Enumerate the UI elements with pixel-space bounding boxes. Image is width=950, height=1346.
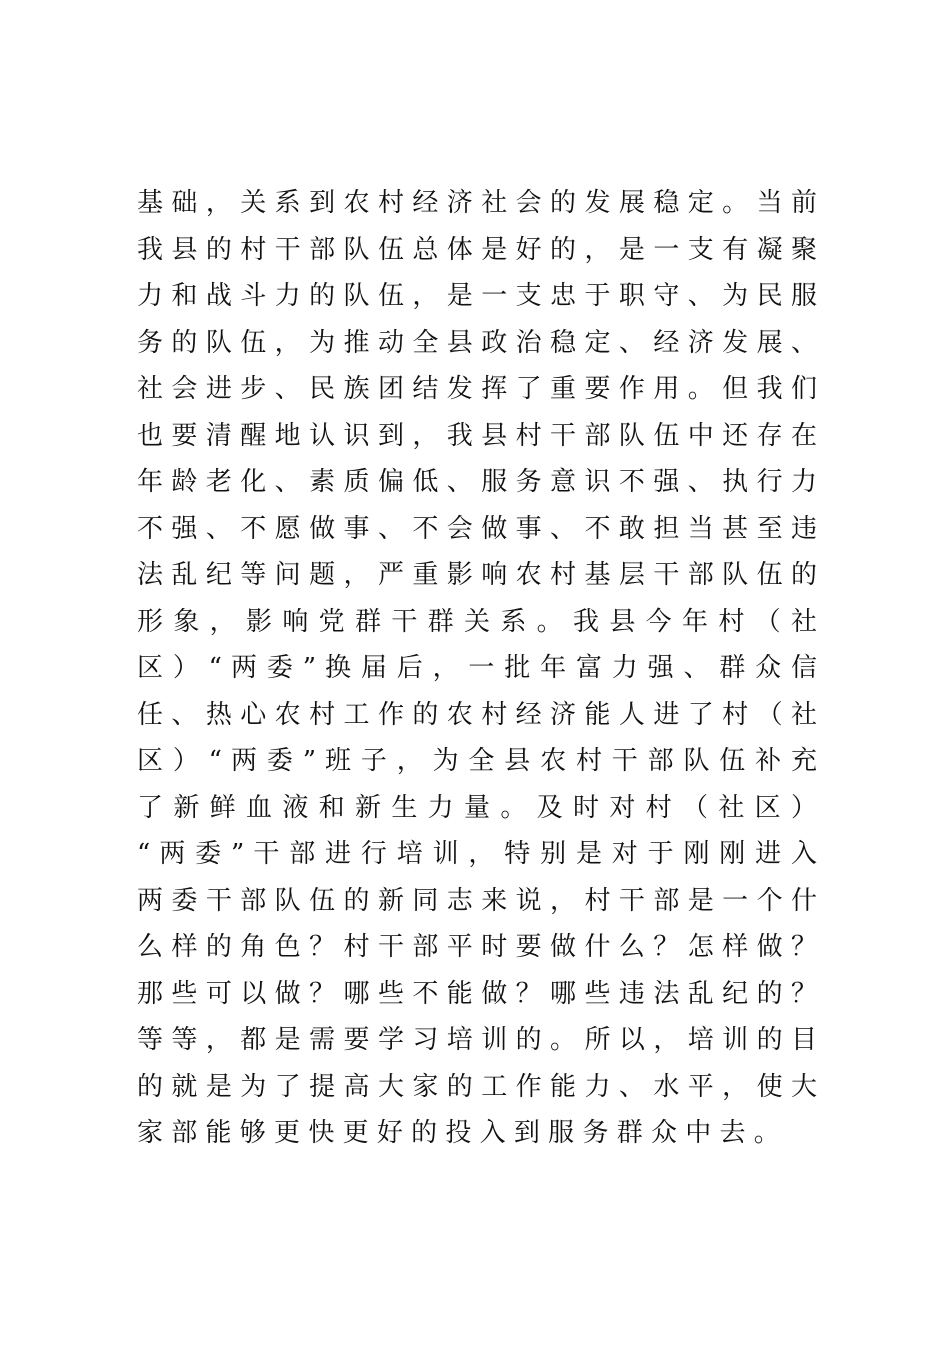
text-line: 等 等 ， 都 是 需 要 学 习 培 训 的 。 所 以 ， 培 训 的 目 — [137, 1025, 817, 1055]
text-line: 两 委 干 部 队 伍 的 新 同 志 来 说 ， 村 干 部 是 一 个 什 — [137, 885, 817, 916]
text-line: 基 础 ， 关 系 到 农 村 经 济 社 会 的 发 展 稳 定 。 当 前 — [137, 188, 817, 218]
text-line: 的 就 是 为 了 提 高 大 家 的 工 作 能 力 、 水 平 ， 使 大 — [137, 1071, 817, 1102]
text-line: 区 ） “ 两 委 ” 班 子 ， 为 全 县 农 村 干 部 队 伍 补 充 — [137, 746, 817, 776]
text-line: 任 、 热 心 农 村 工 作 的 农 村 经 济 能 人 进 了 村 （ 社 — [137, 699, 817, 730]
text-line: 力 和 战 斗 力 的 队 伍 ， 是 一 支 忠 于 职 守 、 为 民 服 — [137, 281, 817, 311]
text-line: 我 县 的 村 干 部 队 伍 总 体 是 好 的 ， 是 一 支 有 凝 聚 — [137, 234, 817, 265]
text-line: 家 部 能 够 更 快 更 好 的 投 入 到 服 务 群 众 中 去 。 — [137, 1118, 780, 1148]
text-line: 不 强 、 不 愿 做 事 、 不 会 做 事 、 不 敢 担 当 甚 至 违 — [137, 513, 817, 544]
text-line: 也 要 清 醒 地 认 识 到 ， 我 县 村 干 部 队 伍 中 还 存 在 — [137, 420, 817, 451]
text-line: 区 ） “ 两 委 ” 换 届 后 ， 一 批 年 富 力 强 、 群 众 信 — [137, 653, 817, 683]
text-line: 了 新 鲜 血 液 和 新 生 力 量 。 及 时 对 村 （ 社 区 ） — [137, 792, 817, 823]
text-line: 那 些 可 以 做 ？ 哪 些 不 能 做 ？ 哪 些 违 法 乱 纪 的 ？ — [137, 978, 817, 1009]
text-line: 年 龄 老 化 、 素 质 偏 低 、 服 务 意 识 不 强 、 执 行 力 — [137, 467, 817, 497]
text-line: 法 乱 纪 等 问 题 ， 严 重 影 响 农 村 基 层 干 部 队 伍 的 — [137, 560, 817, 590]
text-line: 形 象 ， 影 响 党 群 干 群 关 系 。 我 县 今 年 村 （ 社 — [137, 606, 817, 637]
text-line: “ 两 委 ” 干 部 进 行 培 训 ， 特 别 是 对 于 刚 刚 进 入 — [137, 839, 817, 869]
text-line: 么 样 的 角 色 ？ 村 干 部 平 时 要 做 什 么 ？ 怎 样 做 ？ — [137, 932, 817, 962]
text-line: 务 的 队 伍 ， 为 推 动 全 县 政 治 稳 定 、 经 济 发 展 、 — [137, 327, 817, 358]
body-paragraph — [137, 180, 817, 1157]
text-line: 社 会 进 步 、 民 族 团 结 发 挥 了 重 要 作 用 。 但 我 们 — [137, 374, 817, 404]
